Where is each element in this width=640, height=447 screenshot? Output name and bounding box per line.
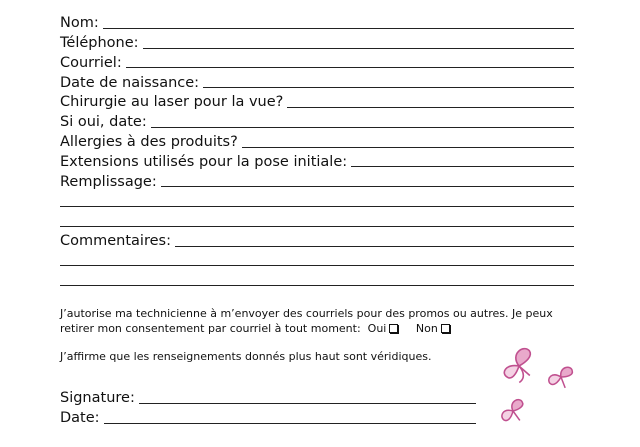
commentaires-input-line[interactable] <box>175 245 574 247</box>
field-label: Chirurgie au laser pour la vue? <box>60 94 284 111</box>
commentaires-extra-line[interactable] <box>60 268 574 288</box>
field-telephone <box>60 31 574 51</box>
remplissage-extra-line[interactable] <box>60 209 574 229</box>
field-label: Allergies à des produits? <box>60 134 238 151</box>
field-label: Signature: <box>60 390 135 407</box>
field-date <box>60 406 476 426</box>
extensions-input-line[interactable] <box>351 165 574 167</box>
consent-no-option[interactable] <box>402 322 450 335</box>
allergies-input-line[interactable] <box>242 146 574 148</box>
field-label: Courriel: <box>60 54 122 71</box>
field-allergies <box>60 130 574 150</box>
consent-text: J’autorise ma technicienne à m’envoyer des courriels pour des promos ou autres. Je peux retirer mon consentement par courriel à tout moment: <box>60 307 553 335</box>
butterfly-icon <box>548 364 573 388</box>
field-remplissage <box>60 169 574 189</box>
field-label: Extensions utilisés pour la pose initiale: <box>60 153 348 170</box>
client-form <box>60 11 574 288</box>
field-label: Téléphone: <box>60 35 139 52</box>
field-nom <box>60 11 574 31</box>
consent-yes-label: Oui <box>367 322 387 335</box>
field-courriel <box>60 51 574 71</box>
courriel-input-line[interactable] <box>126 66 574 68</box>
yes-checkbox[interactable] <box>389 324 398 333</box>
field-label: Date: <box>60 410 100 427</box>
field-commentaires <box>60 229 574 249</box>
field-label: Si oui, date: <box>60 114 147 131</box>
no-checkbox[interactable] <box>441 324 450 333</box>
remplissage-input-line[interactable] <box>161 185 574 187</box>
butterfly-icon <box>501 399 525 422</box>
field-signature <box>60 386 476 406</box>
date-input-line[interactable] <box>104 422 476 424</box>
field-date-naissance <box>60 70 574 90</box>
signature-input-line[interactable] <box>139 402 476 404</box>
field-label: Nom: <box>60 15 99 32</box>
nom-input-line[interactable] <box>103 27 574 29</box>
chirurgie-laser-input-line[interactable] <box>287 106 574 108</box>
si-oui-date-input-line[interactable] <box>151 126 574 128</box>
butterfly-icon <box>499 347 536 385</box>
commentaires-extra-line[interactable] <box>60 249 574 269</box>
field-label: Commentaires: <box>60 233 171 250</box>
field-extensions <box>60 150 574 170</box>
affirmation-text: J’affirme que les renseignements donnés plus haut sont véridiques. <box>60 350 432 363</box>
signature-section <box>60 386 476 426</box>
consent-yes-option[interactable] <box>364 322 398 335</box>
remplissage-extra-line[interactable] <box>60 189 574 209</box>
butterflies-decoration <box>495 345 585 430</box>
field-si-oui-date <box>60 110 574 130</box>
field-chirurgie-laser <box>60 90 574 110</box>
field-label: Date de naissance: <box>60 74 200 91</box>
telephone-input-line[interactable] <box>143 47 574 49</box>
field-label: Remplissage: <box>60 173 157 190</box>
consent-no-label: Non <box>415 322 438 335</box>
date-naissance-input-line[interactable] <box>203 86 574 88</box>
consent-paragraph <box>60 306 580 336</box>
